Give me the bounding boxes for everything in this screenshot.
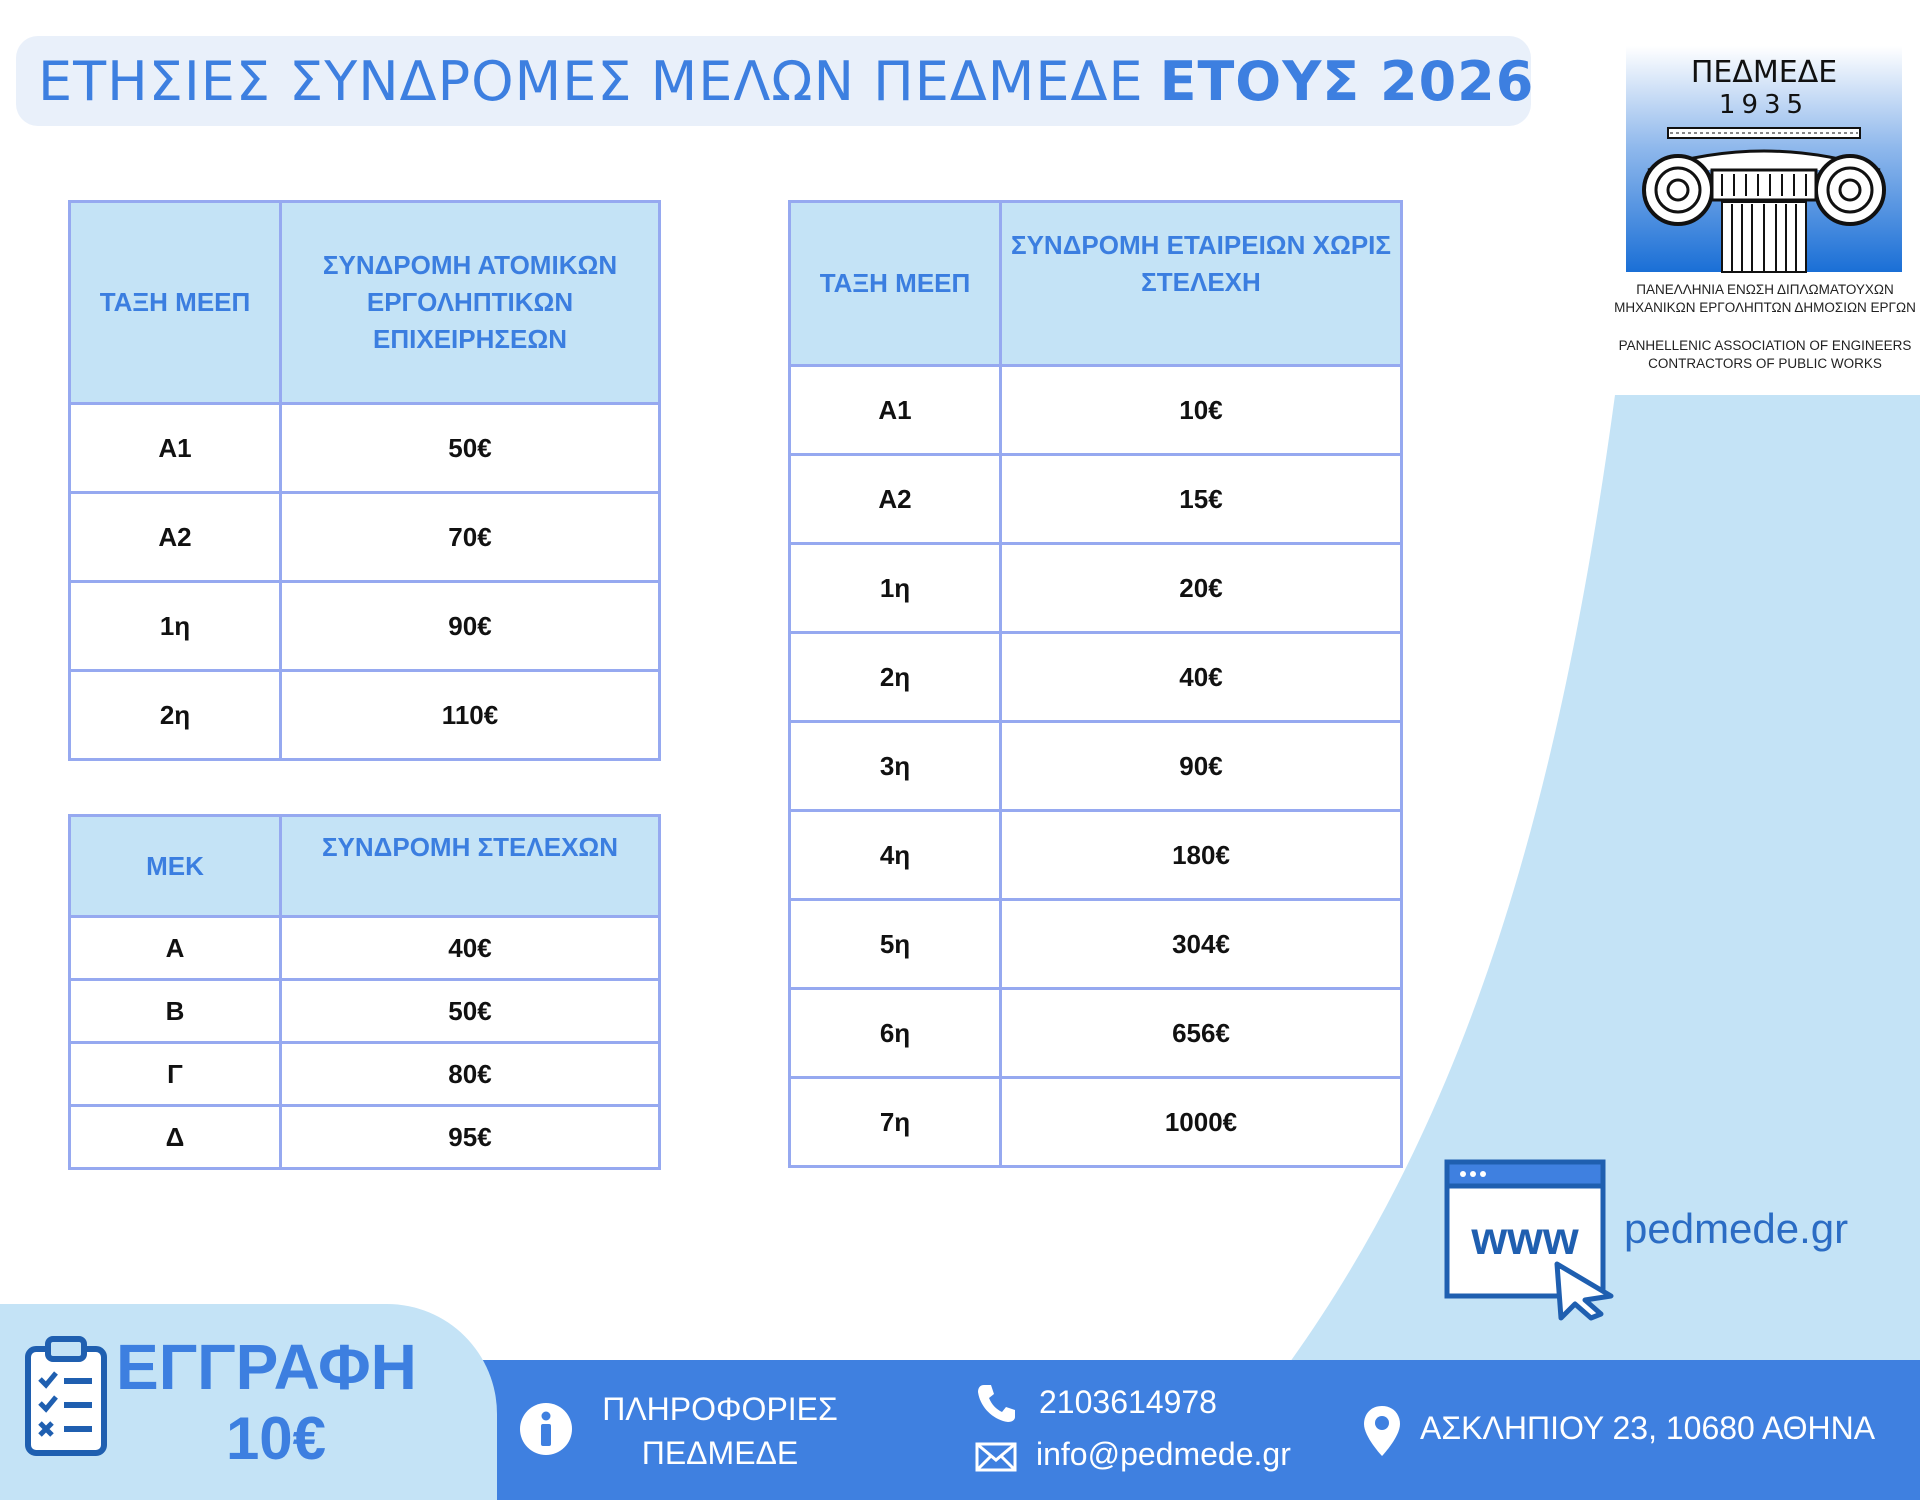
class-cell: Α1 — [790, 366, 1001, 455]
info-label — [570, 1387, 870, 1475]
title-year: ΕΤΟΥΣ 2026 — [1159, 49, 1535, 113]
fee-cell: 304€ — [1001, 900, 1402, 989]
fee-cell: 40€ — [281, 917, 660, 980]
column-header-class: ΤΑΞΗ ΜΕΕΠ — [790, 202, 1001, 366]
column-header-class: ΤΑΞΗ ΜΕΕΠ — [70, 202, 281, 404]
fee-cell: 95€ — [281, 1106, 660, 1169]
class-cell: 2η — [70, 671, 281, 760]
svg-text:ΠΕΔΜΕΔΕ: ΠΕΔΜΕΔΕ — [1690, 55, 1838, 90]
phone-number[interactable]: 2103614978 — [1039, 1384, 1217, 1420]
table-row — [70, 917, 660, 980]
table-row — [70, 582, 660, 671]
fee-cell: 90€ — [281, 582, 660, 671]
class-cell: 1η — [70, 582, 281, 671]
table-row — [790, 989, 1402, 1078]
column-header-mek: ΜΕΚ — [70, 816, 281, 917]
column-capital-icon — [1618, 40, 1910, 275]
fee-cell: 15€ — [1001, 455, 1402, 544]
staff-fees-table — [68, 814, 661, 1170]
table-row — [70, 1043, 660, 1106]
registration-price: 10€ — [225, 1405, 327, 1472]
class-cell: 3η — [790, 722, 1001, 811]
fee-cell: 70€ — [281, 493, 660, 582]
pedmede-logo — [1610, 40, 1920, 395]
class-cell: Α2 — [70, 493, 281, 582]
fee-cell: 180€ — [1001, 811, 1402, 900]
class-cell: 5η — [790, 900, 1001, 989]
column-header-fee: ΣΥΝΔΡΟΜΗ ΕΤΑΙΡΕΙΩΝ ΧΩΡΙΣ ΣΤΕΛΕΧΗ — [1001, 202, 1402, 366]
clipboard-icon — [24, 1335, 108, 1457]
email-address[interactable]: info@pedmede.gr — [1036, 1436, 1291, 1472]
fee-cell: 110€ — [281, 671, 660, 760]
table-row — [790, 455, 1402, 544]
class-cell: Α — [70, 917, 281, 980]
fee-cell: 20€ — [1001, 544, 1402, 633]
table-row — [790, 1078, 1402, 1167]
column-header-fee: ΣΥΝΔΡΟΜΗ ΑΤΟΜΙΚΩΝ ΕΡΓΟΛΗΠΤΙΚΩΝ ΕΠΙΧΕΙΡΗΣΕΩΝ — [281, 202, 660, 404]
fee-cell: 10€ — [1001, 366, 1402, 455]
table-row — [70, 671, 660, 760]
phone-icon — [976, 1382, 1018, 1424]
class-cell: Α1 — [70, 404, 281, 493]
fee-cell: 90€ — [1001, 722, 1402, 811]
logo-greek-line1: ΠΑΝΕΛΛΗΝΙΑ ΕΝΩΣΗ ΔΙΠΛΩΜΑΤΟΥΧΩΝ — [1636, 282, 1894, 297]
logo-english-line2: CONTRACTORS OF PUBLIC WORKS — [1648, 356, 1882, 371]
class-cell: Α2 — [790, 455, 1001, 544]
table-row — [790, 900, 1402, 989]
company-fees-table — [788, 200, 1403, 1168]
info-line2: ΠΕΔΜΕΔΕ — [641, 1435, 799, 1471]
table-row — [790, 722, 1402, 811]
page-title — [16, 36, 1535, 126]
website-link[interactable]: pedmede.gr — [1624, 1205, 1849, 1252]
table-row — [790, 633, 1402, 722]
table-row — [70, 980, 660, 1043]
table-row — [70, 493, 660, 582]
table-row — [790, 544, 1402, 633]
address: ΑΣΚΛΗΠΙΟΥ 23, 10680 ΑΘΗΝΑ — [1420, 1410, 1876, 1446]
class-cell: Δ — [70, 1106, 281, 1169]
fee-cell: 40€ — [1001, 633, 1402, 722]
class-cell: Β — [70, 980, 281, 1043]
class-cell: 1η — [790, 544, 1001, 633]
mail-icon — [975, 1442, 1017, 1472]
class-cell: 6η — [790, 989, 1001, 1078]
table-row — [70, 1106, 660, 1169]
class-cell: Γ — [70, 1043, 281, 1106]
table-row — [70, 404, 660, 493]
logo-english-line1: PANHELLENIC ASSOCIATION OF ENGINEERS — [1618, 338, 1912, 353]
class-cell: 2η — [790, 633, 1001, 722]
fee-cell: 80€ — [281, 1043, 660, 1106]
info-icon — [519, 1402, 573, 1456]
browser-icon — [1443, 1158, 1623, 1330]
column-header-fee: ΣΥΝΔΡΟΜΗ ΣΤΕΛΕΧΩΝ — [281, 816, 660, 917]
location-pin-icon — [1362, 1404, 1402, 1458]
fee-cell: 1000€ — [1001, 1078, 1402, 1167]
info-line1: ΠΛΗΡΟΦΟΡΙΕΣ — [602, 1391, 838, 1427]
title-regular: ΕΤΗΣΙΕΣ ΣΥΝΔΡΟΜΕΣ ΜΕΛΩΝ ΠΕΔΜΕΔΕ — [38, 49, 1144, 113]
fee-cell: 656€ — [1001, 989, 1402, 1078]
fee-cell: 50€ — [281, 404, 660, 493]
logo-greek-line2: ΜΗΧΑΝΙΚΩΝ ΕΡΓΟΛΗΠΤΩΝ ΔΗΜΟΣΙΩΝ ΕΡΓΩΝ — [1614, 300, 1916, 315]
svg-text:1935: 1935 — [1718, 90, 1810, 120]
registration-label: ΕΓΓΡΑΦΗ — [116, 1331, 417, 1403]
svg-text:www: www — [1471, 1212, 1579, 1264]
fee-cell: 50€ — [281, 980, 660, 1043]
individual-fees-table — [68, 200, 661, 761]
class-cell: 4η — [790, 811, 1001, 900]
table-row — [790, 366, 1402, 455]
class-cell: 7η — [790, 1078, 1001, 1167]
table-row — [790, 811, 1402, 900]
